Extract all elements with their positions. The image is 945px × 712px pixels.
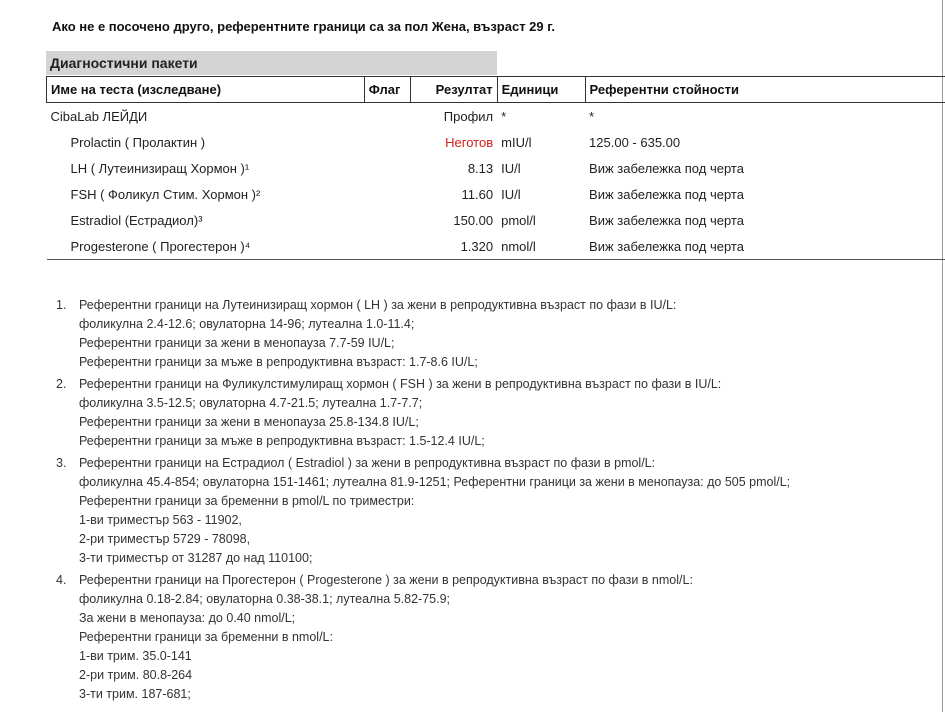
table-row bbox=[47, 181, 945, 207]
footnote-line: Референтни граници за жени в менопауза 25.8-134.8 IU/L; bbox=[79, 415, 419, 429]
group-units: * bbox=[501, 108, 507, 124]
test-result: 150.00 bbox=[453, 212, 494, 228]
footnote-line: фоликулна 0.18-2.84; овулаторна 0.38-38.1; лутеална 5.82-75.9; bbox=[79, 592, 451, 606]
footnote-line: 3-ти триместър от 31287 до над 110100; bbox=[79, 551, 313, 565]
column-header-flag: Флаг bbox=[364, 77, 410, 103]
footnote-line: Референтни граници за мъже в репродуктивна възраст: 1.7-8.6 IU/L; bbox=[79, 355, 478, 369]
footnote-line: Референтни граници за мъже в репродуктивна възраст: 1.5-12.4 IU/L; bbox=[79, 434, 485, 448]
footnote-number: 2. bbox=[56, 377, 67, 391]
test-result: 11.60 bbox=[461, 186, 494, 202]
footnote-line: Референтни граници на Фуликулстимулиращ хормон ( FSH ) за жени в репродуктивна възраст по фази в IU/L: bbox=[79, 377, 722, 391]
column-header-test-name: Име на теста (изследване) bbox=[47, 77, 365, 103]
test-reference: Виж забележка под черта bbox=[589, 212, 744, 228]
footnote-line: Референтни граници за бременни в nmol/L: bbox=[79, 630, 333, 644]
footnote-line: Референтни граници на Лутеинизиращ хормон ( LH ) за жени в репродуктивна възраст по фази в IU/L: bbox=[79, 298, 677, 312]
test-units: IU/l bbox=[501, 186, 521, 202]
footnote-line: 1-ви трим. 35.0-141 bbox=[79, 649, 192, 663]
test-name: Progesterone ( Прогестерон )⁴ bbox=[47, 233, 365, 260]
test-result: 1.320 bbox=[410, 233, 497, 260]
footnote-line: Референтни граници на Прогестерон ( Progesterone ) за жени в репродуктивна възраст по фази в nmol/L: bbox=[79, 573, 693, 587]
test-name: Prolactin ( Пролактин ) bbox=[70, 134, 206, 150]
footnote-number: 1. bbox=[56, 298, 67, 312]
reference-note-header: Ако не е посочено друго, референтните граници са за пол Жена, възраст 29 г. bbox=[52, 19, 555, 34]
test-name: FSH ( Фоликул Стим. Хормон )² bbox=[70, 186, 261, 202]
footnote-line: фоликулна 3.5-12.5; овулаторна 4.7-21.5; лутеална 1.7-7.7; bbox=[79, 396, 423, 410]
section-title: Диагностични пакети bbox=[46, 51, 497, 75]
test-reference: Виж забележка под черта bbox=[589, 186, 744, 202]
table-row bbox=[47, 207, 945, 233]
column-header-result: Резултат bbox=[410, 77, 497, 103]
table-row bbox=[47, 155, 945, 181]
test-flag bbox=[364, 207, 410, 233]
test-reference: 125.00 - 635.00 bbox=[589, 134, 681, 150]
footnote-line: 1-ви триместър 563 - 11902, bbox=[79, 513, 242, 527]
footnotes bbox=[56, 296, 790, 707]
group-result: Профил bbox=[443, 108, 494, 124]
test-reference: Виж забележка под черта bbox=[585, 233, 945, 260]
test-result: 8.13 bbox=[467, 160, 494, 176]
footnote-number: 4. bbox=[56, 573, 67, 587]
footnote-line: Референтни граници за бременни в pmol/L по триместри: bbox=[79, 494, 415, 508]
test-units: IU/l bbox=[501, 160, 521, 176]
footnote-number: 3. bbox=[56, 456, 67, 470]
footnote-lh bbox=[56, 296, 790, 372]
test-units: mIU/l bbox=[501, 134, 532, 150]
group-name: CibaLab ЛЕЙДИ bbox=[50, 108, 148, 124]
footnote-fsh bbox=[56, 375, 790, 451]
results-table bbox=[46, 76, 945, 260]
footnote-line: фоликулна 2.4-12.6; овулаторна 14-96; лутеална 1.0-11.4; bbox=[79, 317, 415, 331]
test-flag bbox=[364, 233, 410, 260]
test-flag bbox=[364, 181, 410, 207]
test-name: LH ( Лутеинизиращ Хормон )¹ bbox=[70, 160, 250, 176]
group-row bbox=[47, 103, 945, 130]
column-header-units: Единици bbox=[497, 77, 585, 103]
footnote-line: Референтни граници на Естрадиол ( Estradiol ) за жени в репродуктивна възраст по фази в pmol/L: bbox=[79, 456, 656, 470]
test-units: pmol/l bbox=[501, 212, 536, 228]
table-row bbox=[47, 233, 945, 260]
footnote-line: фоликулна 45.4-854; овулаторна 151-1461; лутеална 81.9-1251; Референтни граници за жени в менопауза: до 505 pmol/L; bbox=[79, 475, 791, 489]
footnote-line: 3-ти трим. 187-681; bbox=[79, 687, 191, 701]
test-flag bbox=[364, 129, 410, 155]
column-header-reference: Референтни стойности bbox=[585, 77, 945, 103]
footnote-progesterone bbox=[56, 571, 790, 704]
group-reference: * bbox=[589, 108, 595, 124]
group-flag bbox=[364, 103, 410, 130]
footnote-line: 2-ри трим. 80.8-264 bbox=[79, 668, 193, 682]
footnote-line: 2-ри триместър 5729 - 78098, bbox=[79, 532, 251, 546]
test-result: Неготов bbox=[445, 134, 494, 150]
table-row bbox=[47, 129, 945, 155]
test-reference: Виж забележка под черта bbox=[589, 160, 744, 176]
test-units: nmol/l bbox=[497, 233, 585, 260]
test-flag bbox=[364, 155, 410, 181]
footnote-line: Референтни граници за жени в менопауза 7.7-59 IU/L; bbox=[79, 336, 395, 350]
footnote-estradiol bbox=[56, 454, 790, 568]
test-name: Estradiol (Естрадиол)³ bbox=[70, 212, 203, 228]
footnote-line: За жени в менопауза: до 0.40 nmol/L; bbox=[79, 611, 296, 625]
table-header-row bbox=[47, 77, 945, 103]
